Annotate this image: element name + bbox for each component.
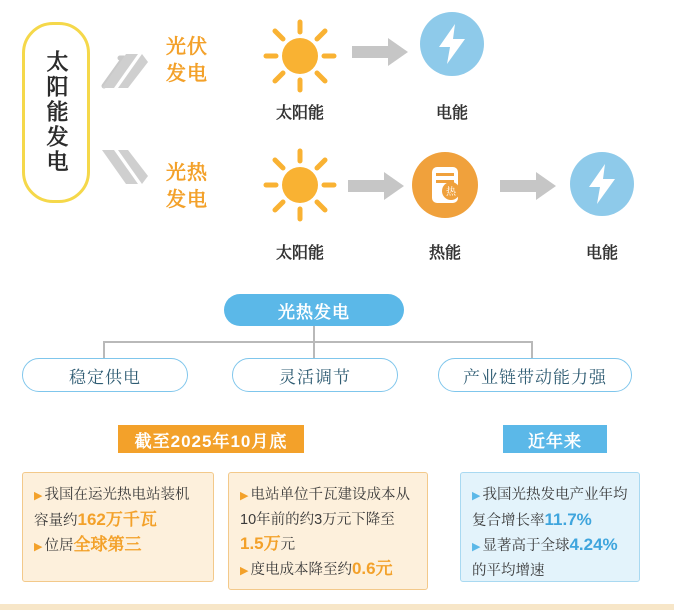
stat-card-1: ▶ 我国在运光热电站装机 容量约162万千瓦 ▶ 位居全球第三: [22, 472, 214, 582]
stat-card-2: ▶ 电站单位千瓦建设成本从 10年前的约3万元下降至 1.5万元 ▶ 度电成本降至约0.6元: [228, 472, 428, 590]
stat-card-2-bullet-1: ▶ 电站单位千瓦建设成本从: [240, 487, 410, 503]
block-arrow-icon: [352, 38, 408, 71]
stat-value-rank: 全球第三: [73, 535, 142, 554]
tree-connector: [531, 341, 533, 359]
flow1-result-label: 电能: [435, 105, 468, 122]
block-arrow-icon: [348, 172, 404, 205]
svg-text:热: 热: [446, 187, 456, 198]
stat-card-3: ▶ 我国光热发电产业年均 复合增长率11.7% ▶ 显著高于全球4.24% 的平均增速: [460, 472, 640, 582]
tree-head: 光热发电: [224, 294, 404, 326]
branch-arrow-down-icon: [98, 148, 150, 190]
bullet-triangle-icon: ▶: [34, 490, 43, 502]
sun-icon: [258, 145, 342, 230]
stat-value-cost: 1.5万: [240, 534, 281, 553]
heat-storage-circle: [412, 152, 478, 218]
tree-leaf-1: 稳定供电: [22, 358, 188, 392]
stat-banner-2: 近年来: [503, 425, 607, 453]
branch-label-pv: 光伏 发电: [166, 36, 208, 85]
flow2-source-label: 太阳能: [275, 245, 324, 262]
heat-tank-icon: [428, 165, 462, 205]
main-title-capsule: [22, 22, 90, 203]
stat-card-1-bullet-2: ▶ 位居全球第三: [34, 535, 142, 554]
stat-card-3-bullet-1: ▶ 我国光热发电产业年均: [472, 487, 628, 503]
block-arrow-icon: [500, 172, 556, 205]
stat-value-global-rate: 4.24%: [569, 535, 618, 554]
bullet-triangle-icon: ▶: [34, 541, 43, 553]
tree-connector: [103, 341, 105, 359]
bullet-triangle-icon: ▶: [240, 565, 249, 577]
sun-icon: [258, 16, 342, 101]
electricity-bolt-circle: [570, 152, 634, 216]
flow2-middle-label: 热能: [428, 245, 461, 262]
bottom-accent-bar: [0, 604, 674, 610]
main-title-text: 太阳能发电: [44, 50, 69, 175]
lightning-bolt-icon: [437, 24, 467, 64]
flow2-result-label: 电能: [585, 245, 618, 262]
stat-banner-1: 截至2025年10月底: [118, 425, 304, 453]
lightning-bolt-icon: [587, 164, 617, 204]
stat-value-lcoe: 0.6元: [351, 559, 393, 578]
bullet-triangle-icon: ▶: [472, 541, 481, 553]
stat-value-capacity: 162万千瓦: [77, 510, 157, 529]
tree-connector: [313, 341, 315, 359]
stat-card-3-bullet-2: ▶ 显著高于全球4.24%: [472, 535, 618, 554]
tree-connector: [103, 341, 533, 343]
electricity-bolt-circle: [420, 12, 484, 76]
bullet-triangle-icon: ▶: [240, 490, 249, 502]
tree-leaf-2: 灵活调节: [232, 358, 398, 392]
branch-label-csp: 光热 发电: [166, 162, 208, 211]
tree-connector: [313, 326, 315, 342]
bullet-triangle-icon: ▶: [472, 490, 481, 502]
flow1-source-label: 太阳能: [275, 105, 324, 122]
branch-arrow-up-icon: [98, 48, 150, 90]
stat-value-cagr: 11.7%: [544, 510, 592, 529]
stat-card-1-bullet-1: ▶ 我国在运光热电站装机: [34, 487, 190, 503]
tree-leaf-3: 产业链带动能力强: [438, 358, 632, 392]
stat-card-2-bullet-2: ▶ 度电成本降至约0.6元: [240, 559, 393, 578]
